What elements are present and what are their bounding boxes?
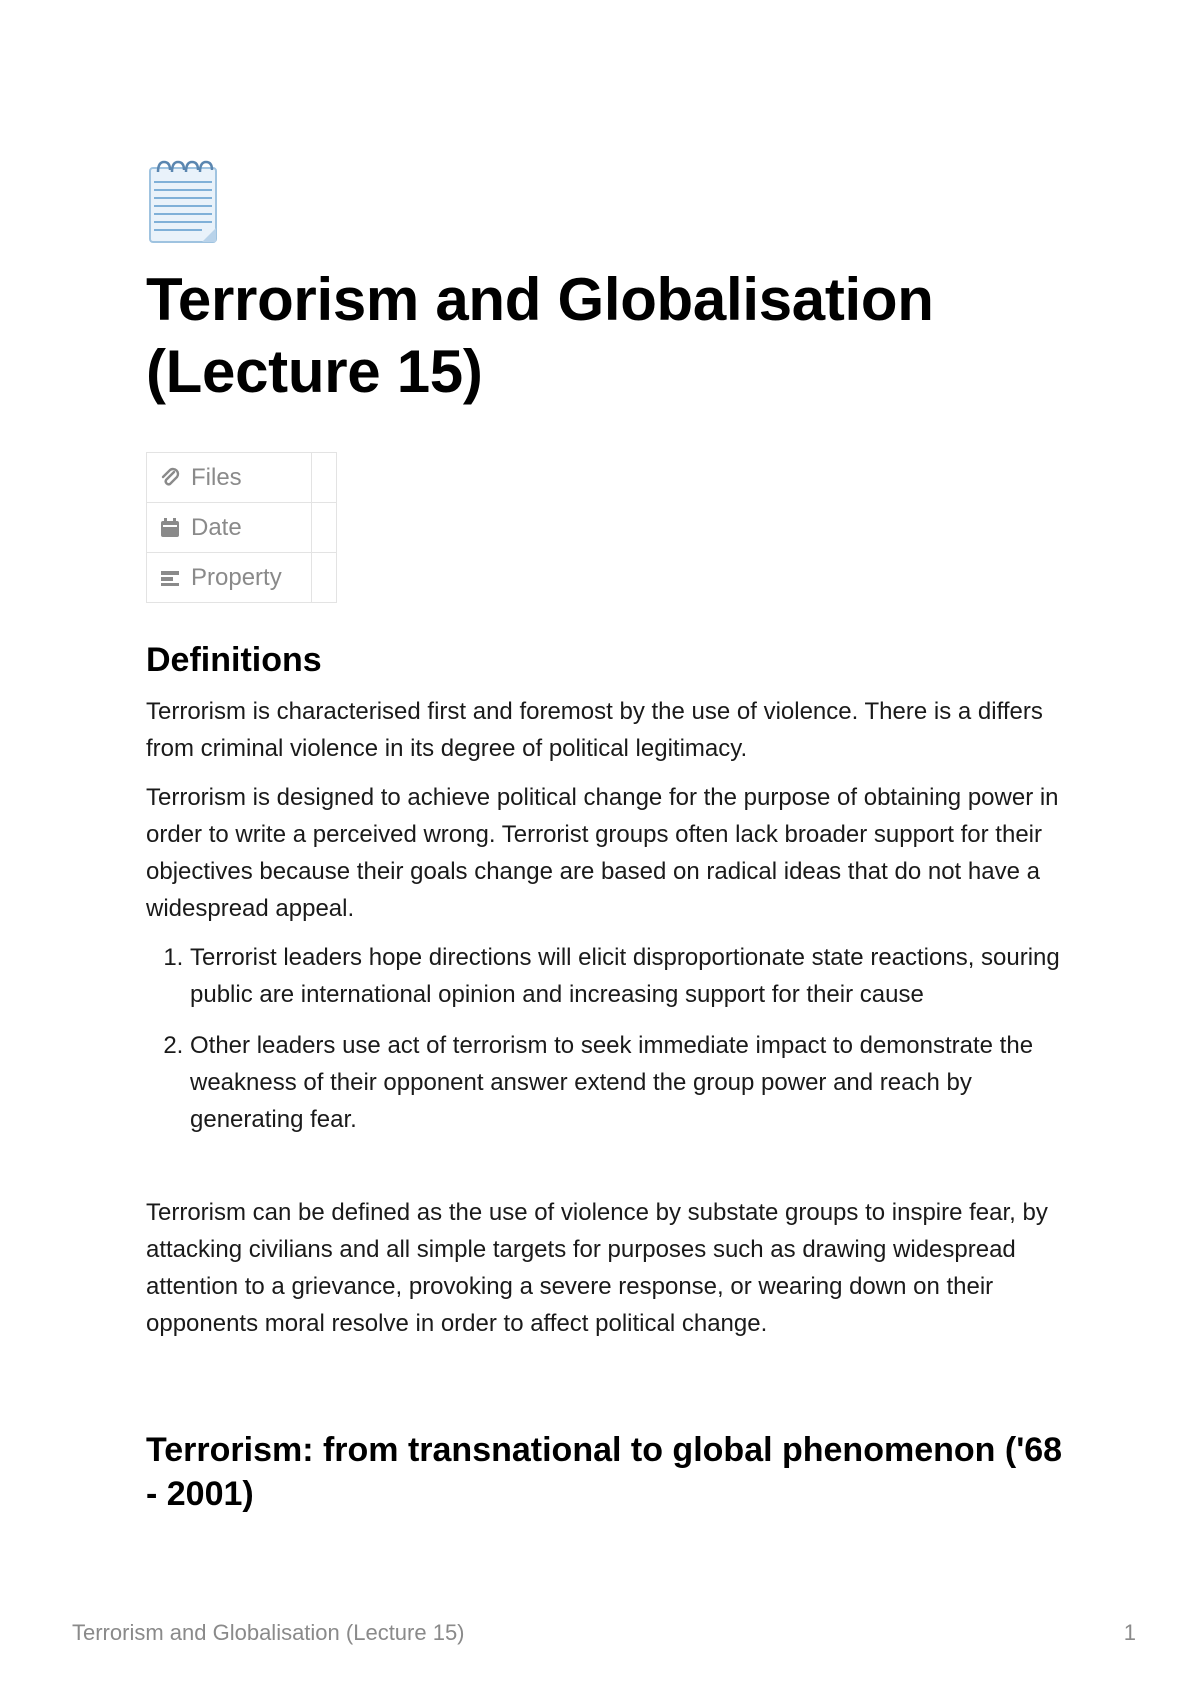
- property-value[interactable]: [312, 553, 337, 603]
- list-item: 1. Terrorist leaders hope directions will elicit disproportionate state reactions, souring public are international opinion and increasing support for their cause: [190, 939, 1066, 1013]
- property-value[interactable]: [312, 453, 337, 503]
- property-row-files[interactable]: [147, 453, 337, 503]
- text-lines-icon: [159, 567, 181, 589]
- properties-table: [146, 452, 337, 603]
- property-row-date[interactable]: [147, 503, 337, 553]
- property-label: Date: [191, 513, 242, 541]
- empty-block: [146, 1152, 1066, 1194]
- paragraph: Terrorism can be defined as the use of violence by substate groups to inspire fear, by attacking civilians and all simple targets for purposes such as drawing widespread attention to a grievance, provoking a severe response, or wearing down on their opponents moral resolve in order to affect political change.: [146, 1199, 1048, 1337]
- calendar-icon: [159, 517, 181, 539]
- page-number: 1: [1123, 1620, 1136, 1645]
- numbered-list: [146, 939, 1066, 1138]
- page-title: Terrorism and Globalisation (Lecture 15): [146, 266, 934, 405]
- notepad-icon: [146, 158, 222, 244]
- document-content: [146, 158, 1066, 1528]
- section-heading-transnational: Terrorism: from transnational to global phenomenon ('68 - 2001): [146, 1431, 1063, 1513]
- footer-title: Terrorism and Globalisation (Lecture 15): [72, 1620, 465, 1645]
- paperclip-icon: [159, 467, 181, 489]
- section-heading-definitions: Definitions: [146, 641, 322, 679]
- property-label: Files: [191, 463, 242, 491]
- property-row-property[interactable]: [147, 553, 337, 603]
- property-value[interactable]: [312, 503, 337, 553]
- list-item: 2. Other leaders use act of terrorism to seek immediate impact to demonstrate the weakness of their opponent answer extend the group power and reach by generating fear.: [190, 1027, 1066, 1138]
- paragraph: Terrorism is characterised first and foremost by the use of violence. There is a differs from criminal violence in its degree of political legitimacy.: [146, 698, 1043, 762]
- property-label: Property: [191, 563, 282, 591]
- paragraph: Terrorism is designed to achieve political change for the purpose of obtaining power in order to write a perceived wrong. Terrorist groups often lack broader support for their objectives because their goals change are based on radical ideas that do not have a widespread appeal.: [146, 784, 1059, 922]
